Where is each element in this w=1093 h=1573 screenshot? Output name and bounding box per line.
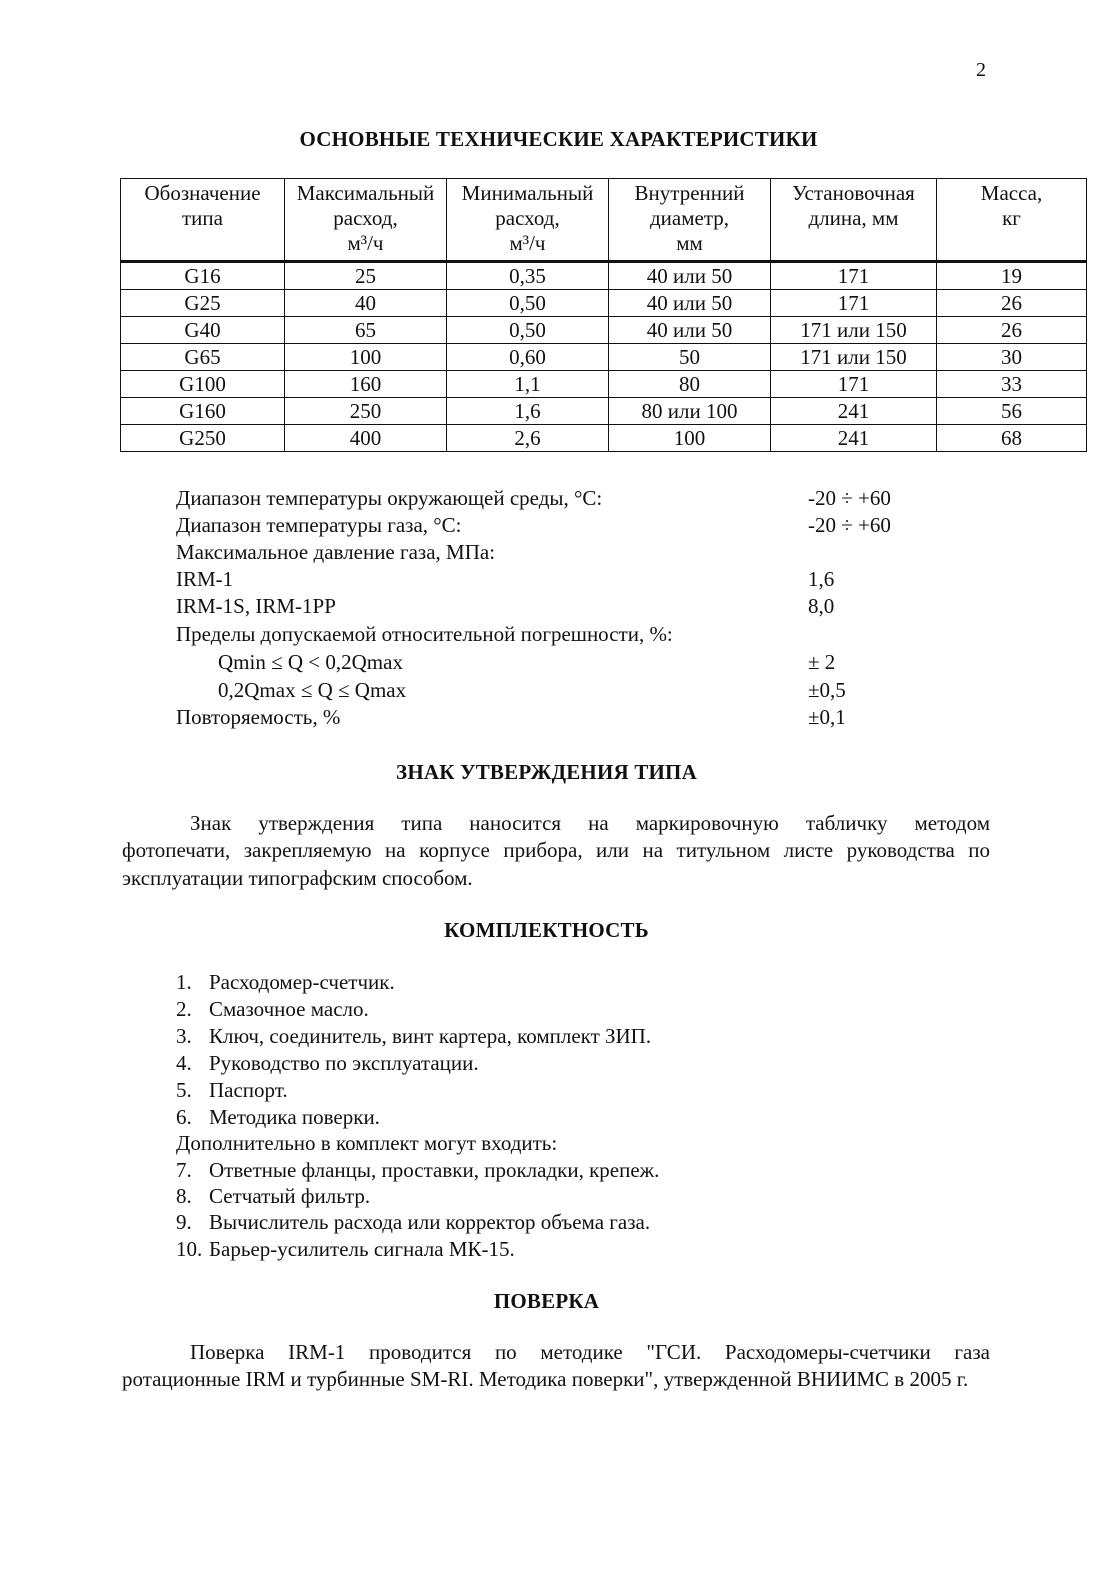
param-error-limits: [176, 621, 956, 649]
table-header-row: [121, 179, 1087, 262]
table-cell: 80: [609, 371, 771, 398]
col-header-type: [121, 179, 285, 262]
param-label: Пределы допускаемой относительной погрешности, %:: [176, 622, 673, 646]
param-label: 0,2Qmax ≤ Q ≤ Qmax: [218, 678, 407, 702]
table-cell: 19: [937, 262, 1087, 290]
list-item-number: 9.: [176, 1210, 192, 1234]
list-item-number: 7.: [176, 1158, 192, 1182]
header-line: кг: [1002, 205, 1021, 230]
table-cell: G40: [121, 317, 285, 344]
list-item: [176, 996, 369, 1022]
table-cell: 80 или 100: [609, 398, 771, 425]
table-cell: 171: [771, 262, 937, 290]
param-label: IRM-1: [176, 567, 234, 591]
table-cell: 0,50: [447, 317, 609, 344]
table-cell: 33: [937, 371, 1087, 398]
table-cell: 100: [609, 425, 771, 452]
section-title-verification: ПОВЕРКА: [493, 1289, 600, 1313]
table-cell: 50: [609, 344, 771, 371]
table-row: [121, 317, 1087, 344]
table-cell: G250: [121, 425, 285, 452]
table-cell: 40 или 50: [609, 262, 771, 290]
list-item-text: Ключ, соединитель, винт картера, комплект ЗИП.: [209, 1024, 652, 1048]
table-cell: G160: [121, 398, 285, 425]
table-cell: 171: [771, 371, 937, 398]
param-error-low-range: [176, 649, 956, 677]
table-row: [121, 398, 1087, 425]
table-cell: 400: [285, 425, 447, 452]
param-max-pressure: [176, 539, 956, 567]
table-row: [121, 371, 1087, 398]
param-error-high-range: [176, 677, 956, 705]
list-item-text: Расходомер-счетчик.: [209, 970, 395, 994]
table-cell: 26: [937, 317, 1087, 344]
param-value: -20 ÷ +60: [808, 486, 891, 510]
section-title-type-approval: ЗНАК УТВЕРЖДЕНИЯ ТИПА: [396, 760, 697, 784]
param-value: 8,0: [808, 594, 835, 618]
table-cell: 40 или 50: [609, 317, 771, 344]
header-line: расход,: [495, 205, 560, 230]
param-label: Диапазон температуры газа, °С:: [176, 513, 462, 537]
table-cell: 40 или 50: [609, 290, 771, 317]
list-item: [176, 1077, 288, 1103]
list-item-number: 6.: [176, 1105, 192, 1129]
header-line: м³/ч: [509, 230, 546, 255]
col-header-mass: [937, 179, 1087, 262]
list-item: [176, 1023, 651, 1049]
list-item-text: Смазочное масло.: [209, 997, 369, 1021]
table-cell: 30: [937, 344, 1087, 371]
table-cell: 100: [285, 344, 447, 371]
list-item-number: 2.: [176, 997, 192, 1021]
param-label: Qmin ≤ Q < 0,2Qmax: [218, 650, 403, 674]
list-item: [176, 1050, 479, 1076]
table-cell: 68: [937, 425, 1087, 452]
section-title-specifications: ОСНОВНЫЕ ТЕХНИЧЕСКИЕ ХАРАКТЕРИСТИКИ: [299, 127, 818, 151]
list-item: [176, 1236, 515, 1262]
list-item-text: Вычислитель расхода или корректор объема газа.: [209, 1210, 651, 1234]
table-cell: 40: [285, 290, 447, 317]
header-line: Максимальный: [296, 181, 435, 205]
param-repeatability: [176, 704, 956, 732]
table-cell: 56: [937, 398, 1087, 425]
param-gas-temp: [176, 512, 956, 540]
paragraph-rest: ротационные IRM и турбинные SM-RI. Методика поверки", утвержденной ВНИИМС в 2005 г.: [122, 1367, 969, 1392]
header-line: длина, мм: [808, 205, 899, 230]
list-item-number: 10.: [176, 1237, 203, 1261]
table-cell: 241: [771, 425, 937, 452]
header-line: Масса,: [980, 181, 1043, 205]
list-item: [176, 1157, 659, 1183]
param-label: Максимальное давление газа, МПа:: [176, 540, 496, 564]
header-line: м³/ч: [347, 230, 384, 255]
table-cell: 65: [285, 317, 447, 344]
list-item-number: 1.: [176, 970, 192, 994]
section-title-completeness: КОМПЛЕКТНОСТЬ: [444, 918, 649, 942]
list-item: [176, 1104, 380, 1130]
header-line: мм: [676, 230, 703, 255]
table-cell: G25: [121, 290, 285, 317]
list-item-text: Методика поверки.: [209, 1105, 380, 1129]
table-cell: 1,6: [447, 398, 609, 425]
paragraph-rest: фотопечати, закрепляемую на корпусе прибора, или на титульном листе руководства по эксплуатации типографским способом.: [122, 838, 990, 890]
paragraph-first-line: Поверка IRM-1 проводится по методике "ГСИ. Расходомеры-счетчики газа: [190, 1340, 990, 1364]
list-item-text: Барьер-усилитель сигнала МК-15.: [209, 1237, 515, 1261]
header-line: диаметр,: [649, 205, 730, 230]
list-item: [176, 1209, 650, 1235]
param-label: Повторяемость, %: [176, 705, 341, 729]
list-item-text: Паспорт.: [209, 1078, 288, 1102]
param-value: ±0,5: [808, 678, 846, 702]
col-header-length: [771, 179, 937, 262]
specifications-table: [120, 178, 1087, 452]
col-header-max-flow: [285, 179, 447, 262]
table-cell: 171 или 150: [771, 317, 937, 344]
param-value: ± 2: [808, 650, 836, 674]
table-row: [121, 290, 1087, 317]
additional-label: Дополнительно в комплект могут входить:: [176, 1131, 558, 1155]
type-approval-paragraph: [122, 810, 990, 892]
col-header-diameter: [609, 179, 771, 262]
table-cell: 1,1: [447, 371, 609, 398]
header-line: Минимальный: [461, 181, 594, 205]
list-item-text: Ответные фланцы, проставки, прокладки, крепеж.: [209, 1158, 660, 1182]
list-item-number: 3.: [176, 1024, 192, 1048]
param-value: 1,6: [808, 567, 835, 591]
list-item: [176, 969, 395, 995]
page-number: 2: [976, 59, 986, 81]
list-item: [176, 1183, 370, 1209]
verification-paragraph: [122, 1339, 990, 1394]
table-row: [121, 262, 1087, 290]
col-header-min-flow: [447, 179, 609, 262]
table-cell: 26: [937, 290, 1087, 317]
list-item-number: 4.: [176, 1051, 192, 1075]
param-ambient-temp: [176, 485, 956, 513]
list-item-number: 5.: [176, 1078, 192, 1102]
list-item-text: Руководство по эксплуатации.: [209, 1051, 479, 1075]
header-line: расход,: [333, 205, 398, 230]
paragraph-first-line: Знак утверждения типа наносится на маркировочную табличку методом: [190, 811, 990, 835]
table-row: [121, 344, 1087, 371]
header-line: Обозначение: [144, 181, 261, 205]
table-cell: 0,60: [447, 344, 609, 371]
table-cell: 160: [285, 371, 447, 398]
header-line: Установочная: [792, 181, 915, 205]
table-cell: 250: [285, 398, 447, 425]
table-cell: G16: [121, 262, 285, 290]
param-label: Диапазон температуры окружающей среды, °С:: [176, 486, 603, 510]
param-irm1-pressure: [176, 566, 956, 594]
table-cell: 2,6: [447, 425, 609, 452]
header-line: типа: [182, 205, 223, 230]
list-item-text: Сетчатый фильтр.: [209, 1184, 371, 1208]
table-cell: G100: [121, 371, 285, 398]
param-label: IRM-1S, IRM-1PP: [176, 594, 336, 618]
table-cell: G65: [121, 344, 285, 371]
table-cell: 0,35: [447, 262, 609, 290]
param-value: -20 ÷ +60: [808, 513, 891, 537]
table-row: [121, 425, 1087, 452]
table-cell: 0,50: [447, 290, 609, 317]
table-cell: 241: [771, 398, 937, 425]
header-line: Внутренний: [634, 181, 745, 205]
param-value: ±0,1: [808, 705, 846, 729]
table-cell: 25: [285, 262, 447, 290]
param-irm1s-pressure: [176, 593, 956, 621]
table-cell: 171: [771, 290, 937, 317]
table-cell: 171 или 150: [771, 344, 937, 371]
list-item-number: 8.: [176, 1184, 192, 1208]
